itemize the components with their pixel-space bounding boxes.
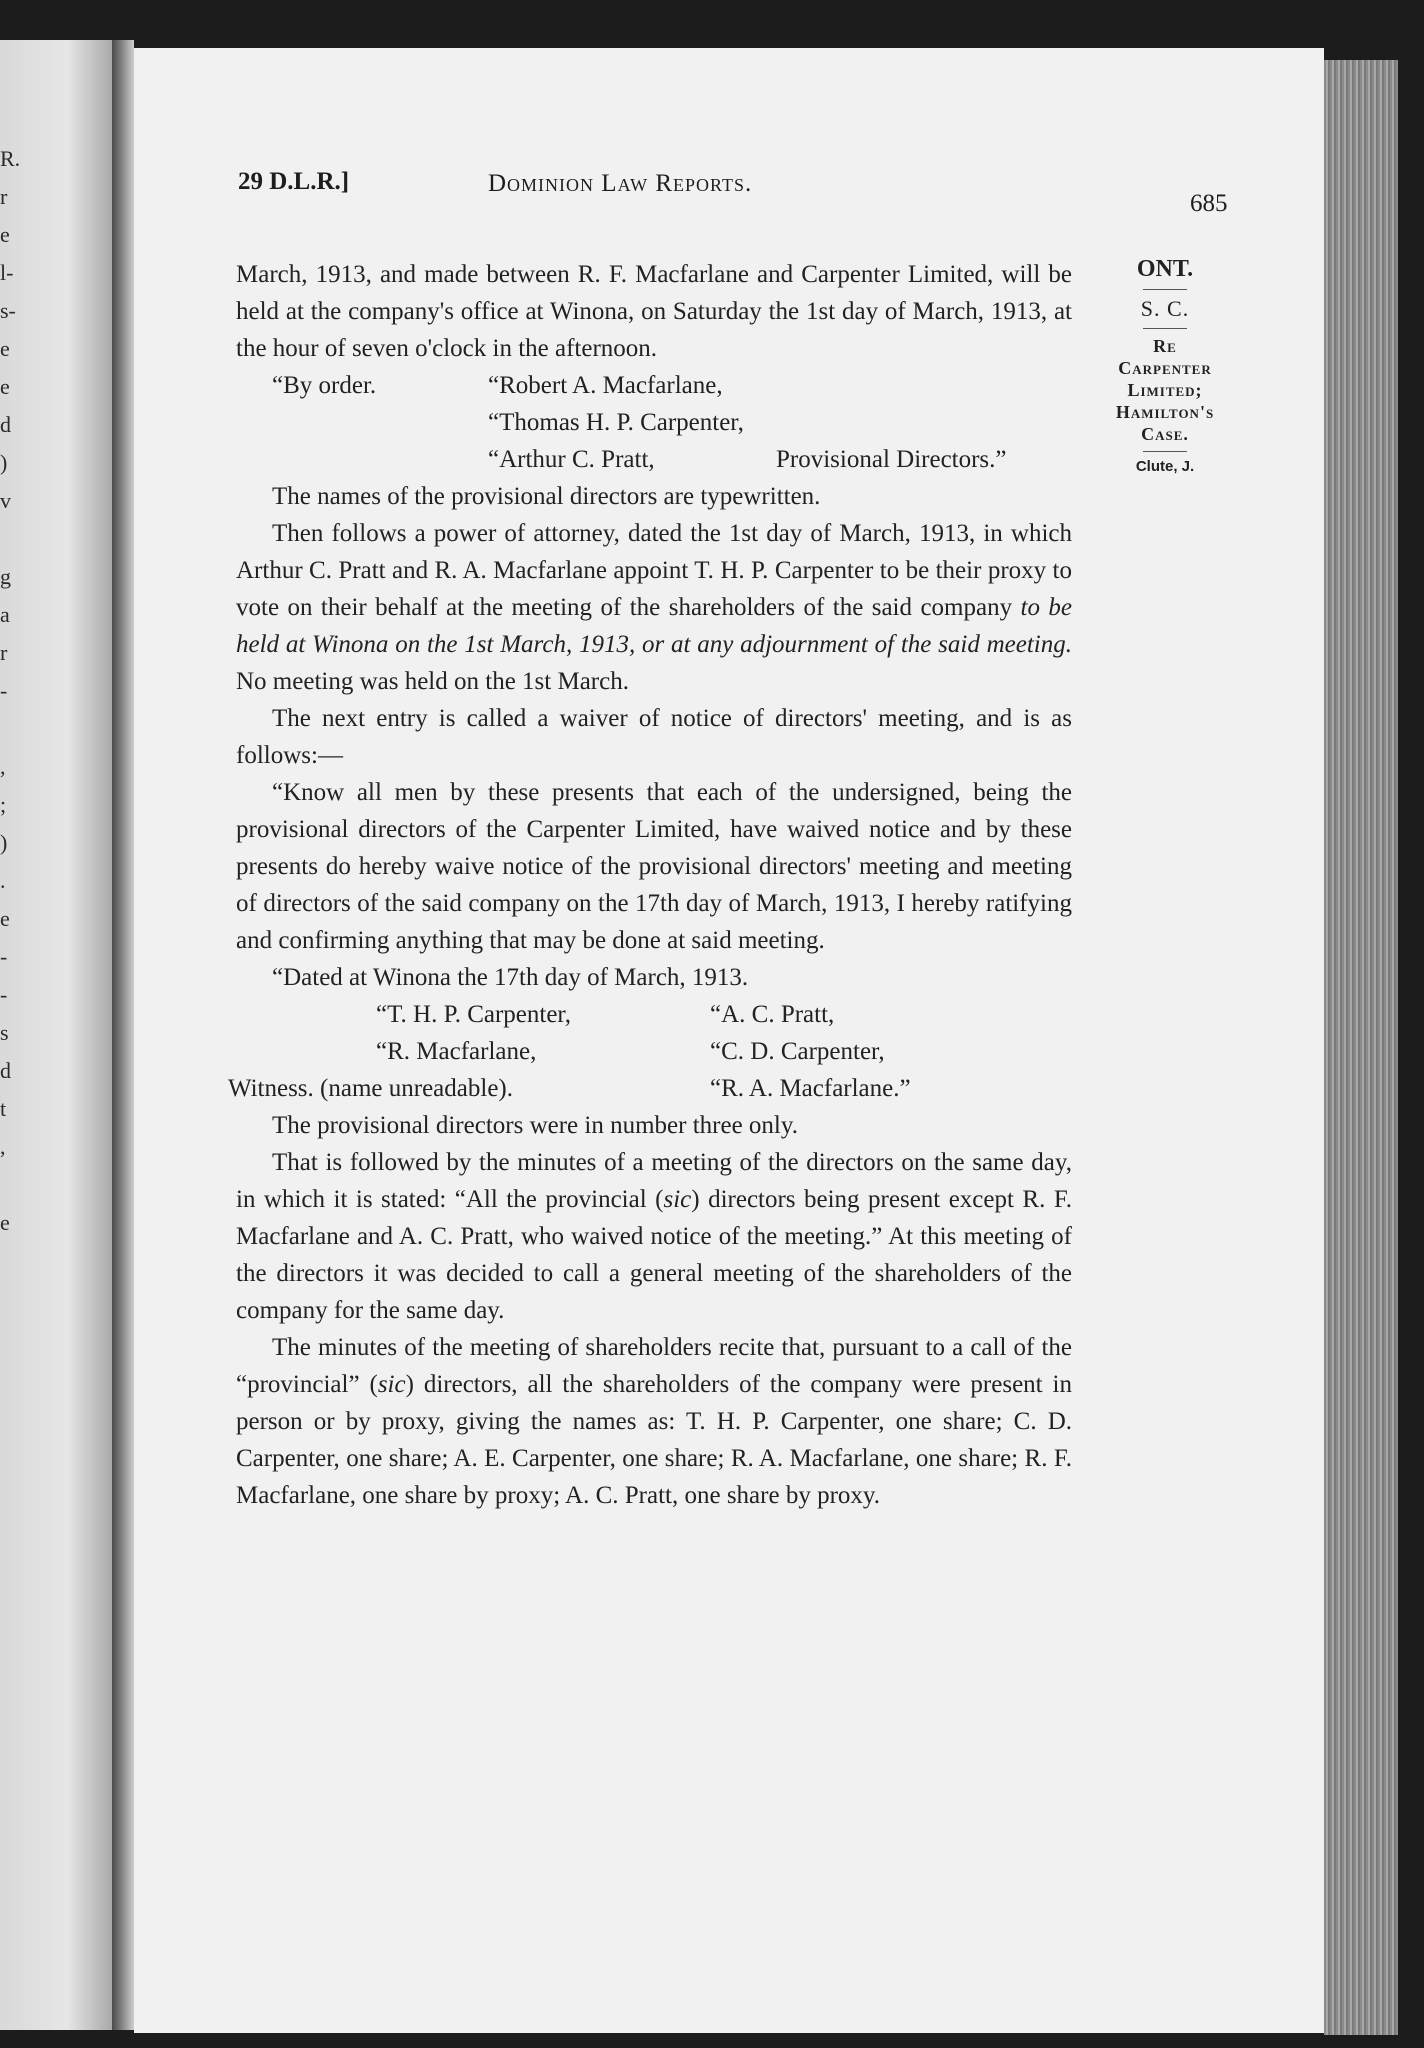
signatory: “Thomas H. P. Carpenter, bbox=[488, 409, 744, 436]
case-line: Case. bbox=[1141, 424, 1189, 444]
divider bbox=[1143, 328, 1187, 329]
volume-citation: 29 D.L.R.] bbox=[238, 168, 350, 195]
by-order: “By order. bbox=[272, 372, 377, 399]
italic-text: to be held at Winona on the 1st March, 1913, or at any adjournment of the said meeting. bbox=[236, 594, 1072, 658]
italic-text: sic bbox=[663, 1186, 692, 1213]
facing-page-fragment: e bbox=[0, 336, 10, 361]
text-run: ) directors being present except R. F. Macfarlane and A. C. Pratt, who waived notice of the meeting.” At this meeting of the directors it was decided to call a general meeting of the shareholders of the company for the same day. bbox=[236, 1186, 1072, 1324]
text-run: That is followed by the minutes of a meeting of the directors on the same day, in which it is stated: “All the provincial ( bbox=[236, 1149, 1072, 1213]
italic-text: sic bbox=[377, 1371, 406, 1398]
facing-page-fragment: d bbox=[0, 1058, 11, 1083]
judge-name: Clute, J. bbox=[1135, 458, 1195, 475]
facing-page-fragment: v bbox=[0, 488, 11, 513]
court-label: S. C. bbox=[1140, 296, 1190, 321]
facing-page-fragment bbox=[0, 520, 22, 558]
signatory: “Arthur C. Pratt, bbox=[488, 446, 655, 473]
facing-page-fragment: g bbox=[0, 564, 11, 589]
paragraph: The provisional directors were in number three only. bbox=[272, 1112, 798, 1139]
signatory: “R. A. Macfarlane.” bbox=[710, 1075, 911, 1102]
text-run: ) directors, all the shareholders of the company were present in person or by proxy, giving the names as: T. H. P. Carpenter, one share; C. D. Carpenter, one share; A. E. Carpenter, one share; R. A. Macfarlane, one share; R. F. Macfarlane, one share by proxy; A. C. Pratt, one share by proxy. bbox=[236, 1371, 1072, 1509]
facing-page-fragment: , bbox=[0, 754, 6, 779]
signature-line bbox=[236, 441, 1072, 478]
facing-page-fragment: - bbox=[0, 944, 8, 969]
facing-page-fragment: e bbox=[0, 1210, 10, 1235]
signatory: “Robert A. Macfarlane, bbox=[488, 372, 723, 399]
divider bbox=[1143, 289, 1187, 290]
paragraph: The next entry is called a waiver of notice of directors' meeting, and is as follows:— bbox=[236, 705, 1072, 769]
facing-page-text-edge bbox=[0, 140, 22, 1242]
facing-page-fragment: l- bbox=[0, 260, 14, 285]
page-number: 685 bbox=[1190, 190, 1228, 217]
facing-page-fragment: ) bbox=[0, 830, 8, 855]
text-run: Then follows a power of attorney, dated the 1st day of March, 1913, in which Arthur C. Pratt and R. A. Macfarlane appoint T. H. P. Carpenter to be their proxy to vote on their behalf at the meeting of the shareholders of the said company bbox=[236, 520, 1072, 621]
paragraph: March, 1913, and made between R. F. Macfarlane and Carpenter Limited, will be held at the company's office at Winona, on Saturday the 1st day of March, 1913, at the hour of seven o'clock in the afternoon. bbox=[236, 261, 1072, 362]
facing-page-fragment: t bbox=[0, 1096, 7, 1121]
paragraph: “Know all men by these presents that each of the undersigned, being the provisional directors of the Carpenter Limited, have waived notice and by these presents do hereby waive notice of the provisional directors' meeting and meeting of directors of the said company on the 17th day of March, 1913, I hereby ratifying and confirming anything that may be done at said meeting. bbox=[236, 779, 1072, 954]
facing-page-fragment: r bbox=[0, 184, 8, 209]
page-stack-edge bbox=[1324, 60, 1398, 2035]
signatory: “C. D. Carpenter, bbox=[710, 1038, 885, 1065]
facing-page-fragment: r bbox=[0, 640, 8, 665]
case-line: Re bbox=[1153, 336, 1177, 356]
paragraph bbox=[236, 1329, 1072, 1514]
facing-page-fragment: e bbox=[0, 906, 10, 931]
book-gutter bbox=[112, 40, 134, 2030]
divider bbox=[1143, 451, 1187, 452]
case-line: Hamilton's bbox=[1115, 402, 1215, 422]
facing-page-fragment: - bbox=[0, 678, 8, 703]
facing-page-fragment: - bbox=[0, 982, 8, 1007]
facing-page-fragment: d bbox=[0, 412, 11, 437]
facing-page-fragment: s bbox=[0, 1020, 9, 1045]
paragraph bbox=[236, 1144, 1072, 1329]
paragraph: “Dated at Winona the 17th day of March, 1913. bbox=[272, 964, 749, 991]
signatory: “T. H. P. Carpenter, bbox=[376, 1001, 572, 1028]
text-run: The minutes of the meeting of shareholders recite that, pursuant to a call of the “provincial” ( bbox=[236, 1334, 1072, 1398]
facing-page-fragment: a bbox=[0, 602, 10, 627]
case-line: Carpenter bbox=[1118, 358, 1212, 378]
facing-page-fragment: e bbox=[0, 222, 10, 247]
witness: Witness. (name unreadable). bbox=[228, 1075, 513, 1102]
facing-page-fragment: . bbox=[0, 868, 6, 893]
facing-page-fragment: e bbox=[0, 374, 10, 399]
text-run: No meeting was held on the 1st March. bbox=[236, 668, 629, 695]
paragraph bbox=[236, 515, 1072, 700]
signature-line bbox=[236, 1033, 1072, 1070]
paragraph: The names of the provisional directors are typewritten. bbox=[272, 483, 821, 510]
signature-line bbox=[236, 996, 1072, 1033]
signatory: “A. C. Pratt, bbox=[710, 1001, 835, 1028]
running-title: Dominion Law Reports. bbox=[488, 170, 753, 197]
signature-line bbox=[236, 367, 1072, 404]
facing-page-fragment: ) bbox=[0, 450, 8, 475]
facing-page-fragment: s- bbox=[0, 298, 16, 323]
case-line: Limited; bbox=[1127, 380, 1203, 400]
facing-page-fragment bbox=[0, 1166, 22, 1204]
facing-page-fragment: R. bbox=[0, 146, 21, 171]
signature-line bbox=[228, 1070, 1072, 1107]
province-label: ONT. bbox=[1136, 256, 1194, 282]
facing-page-fragment: , bbox=[0, 1134, 6, 1159]
facing-page-fragment bbox=[0, 710, 22, 748]
running-header bbox=[238, 168, 1238, 217]
body-text bbox=[228, 256, 1072, 1514]
signatory: “R. Macfarlane, bbox=[376, 1038, 537, 1065]
signature-line bbox=[236, 404, 1072, 441]
margin-note bbox=[1090, 256, 1240, 475]
signatory-title: Provisional Directors.” bbox=[776, 446, 1007, 473]
case-name bbox=[1090, 335, 1240, 445]
facing-page-fragment: ; bbox=[0, 792, 7, 817]
